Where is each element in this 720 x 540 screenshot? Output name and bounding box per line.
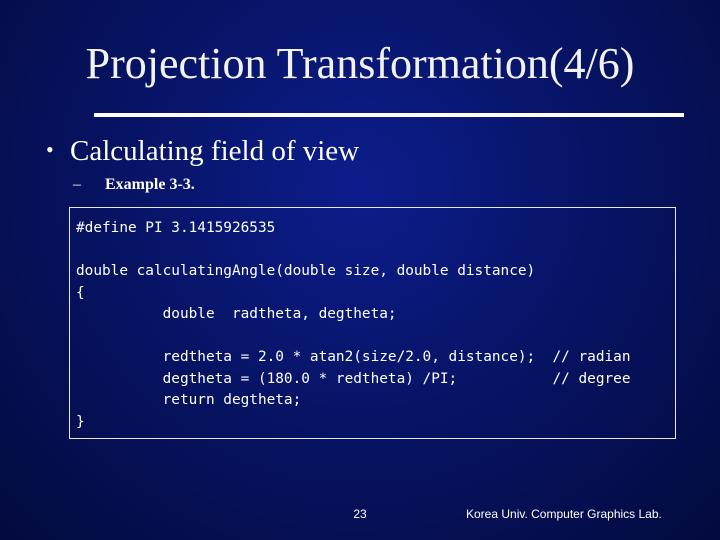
sub-bullet-item [73,174,195,196]
code-line: } [76,413,85,430]
bullet-marker: • [46,137,54,162]
code-line: redtheta = 2.0 * atan2(size/2.0, distance); // radian [76,349,631,365]
slide-title: Projection Transformation(4/6) [85,39,635,88]
code-line: degtheta = (180.0 * redtheta) /PI; // degree [76,370,631,387]
code-line: #define PI 3.1415926535 [76,220,276,236]
code-line: return degtheta; [76,392,302,408]
bullet-item [46,132,359,169]
sub-bullet-text: Example 3-3. [105,176,195,193]
sub-bullet-marker: – [73,176,81,193]
title-divider [94,113,684,117]
code-block [76,218,631,433]
footer-text: Korea Univ. Computer Graphics Lab. [466,507,662,521]
page-number: 23 [353,507,367,521]
bullet-text: Calculating field of view [70,135,360,167]
code-line: { [76,284,85,301]
code-line: double radtheta, degtheta; [76,306,397,322]
code-line: double calculatingAngle(double size, double distance) [76,263,536,279]
